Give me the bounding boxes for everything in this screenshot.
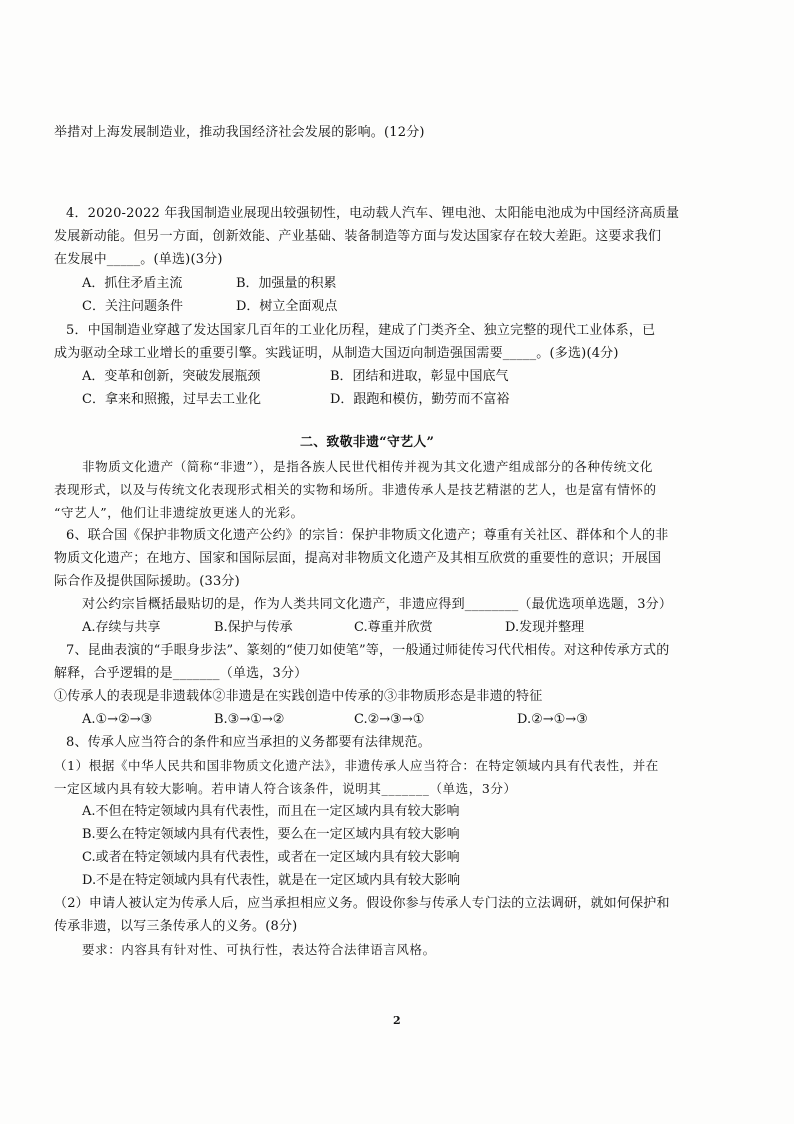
q6-option-a: A.存续与共享 xyxy=(82,620,161,635)
q5-text-line-2: 成为驱动全球工业增长的重要引擎。实践证明，从制造大国迈向制造强国需要_____。(多选)(4分) xyxy=(54,346,619,361)
q6-text-line-1: 6、联合国《保护非物质文化遗产公约》的宗旨：保护非物质文化遗产；尊重有关社区、群体和个人的非 xyxy=(66,528,669,543)
q8-2-text-line-1: （2）申请人被认定为传承人后，应当承担相应义务。假设你参与传承人专门法的立法调研，就如何保护和 xyxy=(54,896,670,911)
q7-option-c: C.②→③→① xyxy=(354,712,425,727)
q6-text-line-3: 际合作及提供国际援助。(33分) xyxy=(54,574,240,589)
q6-stem: 对公约宗旨概括最贴切的是，作为人类共同文化遗产，非遗应得到________（最优选项单选题，3分） xyxy=(82,597,673,612)
page-number: 2 xyxy=(393,1014,401,1027)
q4-option-c: C．关注问题条件 xyxy=(82,299,183,314)
q8-text-line-1: 8、传承人应当符合的条件和应当承担的义务都要有法律规范。 xyxy=(66,735,431,750)
q4-text-line-2: 发展新动能。但另一方面，创新效能、产业基础、装备制造等方面与发达国家存在较大差距。这要求我们 xyxy=(54,229,662,244)
q4-option-b: B．加强量的积累 xyxy=(236,276,337,291)
q8-2-text-line-2: 传承非遗，以写三条传承人的义务。(8分) xyxy=(54,919,298,934)
intro-line-1: 非物质文化遗产（简称“非遗”），是指各族人民世代相传并视为其文化遗产组成部分的各种传统文化 xyxy=(82,459,654,474)
q7-text-line-1: 7、昆曲表演的“手眼身步法”、篆刻的“使刀如使笔”等，一般通过师徒传习代代相传。对这种传承方式的 xyxy=(66,643,670,658)
q8-1-text-line-1: （1）根据《中华人民共和国非物质文化遗产法》，非遗传承人应当符合：在特定领域内具有代表性，并在 xyxy=(54,758,659,773)
section-2-title: 二、致敬非遗“守艺人” xyxy=(300,435,435,450)
q8-1-option-d: D.不是在特定领域内具有代表性，就是在一定区域内具有较大影响 xyxy=(82,873,461,888)
q8-1-option-b: B.要么在特定领域内具有代表性，要么在一定区域内具有较大影响 xyxy=(82,827,460,842)
intro-line-3: “守艺人”，他们让非遗绽放更迷人的光彩。 xyxy=(54,505,304,520)
q8-2-requirement: 要求：内容具有针对性、可执行性，表达符合法律语言风格。 xyxy=(82,942,436,957)
q5-text-line-1: 5．中国制造业穿越了发达国家几百年的工业化历程，建成了门类齐全、独立完整的现代工业体系，已 xyxy=(66,323,656,338)
q5-option-d: D．跟跑和模仿，勤劳而不富裕 xyxy=(330,392,510,407)
q4-option-a: A．抓住矛盾主流 xyxy=(82,276,183,291)
q8-1-text-line-2: 一定区域内具有较大影响。若申请人符合该条件，说明其_______（单选，3分） xyxy=(54,781,517,796)
prev-question-tail: 举措对上海发展制造业，推动我国经济社会发展的影响。(12分) xyxy=(54,125,425,140)
q4-option-d: D．树立全面观点 xyxy=(236,299,338,314)
q5-option-b: B．团结和进取，彰显中国底气 xyxy=(330,369,509,384)
q7-option-b: B.③→①→② xyxy=(214,712,285,727)
q5-option-c: C．拿来和照搬，过早去工业化 xyxy=(82,392,261,407)
q4-text-line-1: 4．2020-2022 年我国制造业展现出较强韧性，电动载人汽车、锂电池、太阳能电池成为中国经济高质量 xyxy=(66,206,680,221)
q5-option-a: A．变革和创新，突破发展瓶颈 xyxy=(82,369,261,384)
q7-items: ①传承人的表现是非遗载体②非遗是在实践创造中传承的③非物质形态是非遗的特征 xyxy=(54,689,543,704)
q7-text-line-2: 解释，合乎逻辑的是_______（单选，3分） xyxy=(54,666,308,681)
intro-line-2: 表现形式，以及与传统文化表现形式相关的实物和场所。非遗传承人是技艺精湛的艺人，也是富有情怀的 xyxy=(54,482,657,497)
q6-option-d: D.发现并整理 xyxy=(505,620,585,635)
q6-option-b: B.保护与传承 xyxy=(214,620,293,635)
q8-1-option-c: C.或者在特定领域内具有代表性，或者在一定区域内具有较大影响 xyxy=(82,850,460,865)
q8-1-option-a: A.不但在特定领域内具有代表性，而且在一定区域内具有较大影响 xyxy=(82,804,460,819)
q7-option-a: A.①→②→③ xyxy=(82,712,153,727)
q7-option-d: D.②→①→③ xyxy=(517,712,588,727)
q4-text-line-3: 在发展中_____。(单选)(3分) xyxy=(54,252,223,267)
q6-option-c: C.尊重并欣赏 xyxy=(354,620,433,635)
q6-text-line-2: 物质文化遗产；在地方、国家和国际层面，提高对非物质文化遗产及其相互欣赏的重要性的意识；开展国 xyxy=(54,551,662,566)
